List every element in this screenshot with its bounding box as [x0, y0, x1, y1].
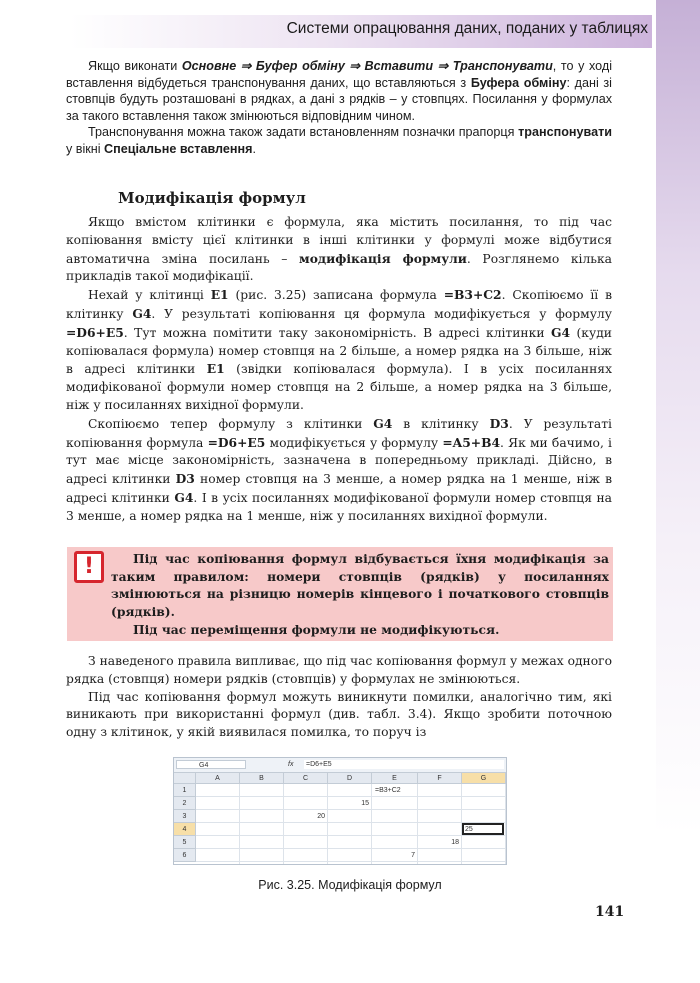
row-header-3: 3	[174, 810, 196, 823]
column-header-e: E	[372, 773, 418, 784]
after-paragraph-1: З наведеного правила випливає, що під час копіювання формул у межах одного рядка (стовпця) номери рядків (стовпців) у формулах не змінюються.	[66, 654, 612, 686]
name-box: G4	[176, 760, 246, 769]
warning-text	[111, 550, 609, 639]
formula-text: =D6+E5	[304, 760, 504, 769]
grid-line	[196, 861, 506, 862]
figure-caption: Рис. 3.25. Модифікація формул	[258, 878, 442, 892]
section-text	[66, 214, 612, 526]
warning-note: Під час переміщення формули не модифікуються.	[133, 621, 500, 637]
grid-line	[196, 848, 506, 849]
grid-line	[196, 822, 506, 823]
intro-paragraph-1: Якщо виконати Основне ⇒ Буфер обміну ⇒ Вставити ⇒ Транспонувати, то у ході вставлення відбудеться транспонування даних, що вставляються з Буфера обміну: дані зі стовпців будуть розташовані в рядках, а дані з рядків – у стовпцях. Посилання у формулах за такого вставлення також змінюються відповідним чином.	[66, 59, 613, 123]
fx-icon: fx	[288, 761, 294, 768]
page-number: 141	[595, 904, 625, 920]
row-header-6: 6	[174, 849, 196, 862]
row-header-5: 5	[174, 836, 196, 849]
side-decoration-bar	[656, 0, 700, 983]
grid-line	[196, 835, 506, 836]
row-header-2: 2	[174, 797, 196, 810]
column-header-b: B	[240, 773, 284, 784]
section-heading: Модифікація формул	[118, 189, 306, 207]
cell-f5: 18	[451, 839, 459, 846]
corner-header	[174, 773, 196, 784]
cell-d2: 15	[361, 800, 369, 807]
formula-bar	[174, 758, 506, 773]
section-paragraph-2: Нехай у клітинці E1 (рис. 3.25) записана формула =B3+C2. Скопіюємо її в клітинку G4. У результаті копіювання ця формула модифікується у формулу =D6+E5. Тут можна помітити таку закономірність. В адресі клітинки G4 (куди копіювалася формула) номер стовпця на 2 більше, а номер рядка на 3 більше, ніж в адресі клітинки E1 (звідки копіювалася формула). І в усіх посиланнях модифікованої формули номер стовпця на 2 більше, а номер рядка на 3 більше, ніж у посиланнях вихідної формули.	[66, 287, 613, 412]
row-header-4: 4	[174, 823, 196, 836]
exclamation-icon: !	[74, 551, 104, 583]
column-header-c: C	[284, 773, 328, 784]
section-paragraph-3: Скопіюємо тепер формулу з клітинки G4 в клітинку D3. У результаті копіювання формула =D6+E5 модифікується у формулу =A5+B4. Як ми бачимо, і тут має місце закономірність, зазначена в попередньому прикладі. Дійсно, в адресі клітинки D3 номер стовпця на 3 менше, а номер рядка на 1 менше, ніж в адресі клітинки G4. І в усіх посиланнях модифікованої формули номер стовпця на 3 менше, а номер рядка на 1 менше, ніж у посиланнях вихідної формули.	[66, 415, 612, 523]
column-header-a: A	[196, 773, 240, 784]
column-header-f: F	[418, 773, 462, 784]
after-paragraph-2: Під час копіювання формул можуть виникнути помилки, аналогічно тим, які виникають при використанні формул (див. табл. 3.4). Якщо зробити поточною одну з клітинок, у якій виявилася помилка, то поруч із	[66, 689, 612, 740]
row-header-1: 1	[174, 784, 196, 797]
section-paragraph-1: Якщо вмістом клітинки є формула, яка містить посилання, то під час копіювання вмісту цієї клітинки в інші клітинки у формулі може відбутися автоматична зміна посилань – модифікація формули. Розглянемо кілька прикладів такої модифікації.	[66, 215, 613, 284]
cell-g4: 25	[465, 826, 473, 833]
intro-paragraph-2: Транспонування можна також задати встановленням позначки прапорця транспонувати у вікні Спеціальне вставлення.	[66, 125, 612, 156]
column-header-g: G	[462, 773, 506, 784]
spreadsheet-figure	[173, 757, 507, 865]
cell-c3: 20	[317, 813, 325, 820]
warning-rule: Під час копіювання формул відбувається їхня модифікація за таким правилом: номери стовпців (рядків) у посиланнях змінюються на різницю номерів кінцевого і початкового стовпців (рядків).	[111, 551, 609, 620]
running-header: Системи опрацювання даних, поданих у таблицях	[286, 20, 648, 37]
cell-e1: =B3+C2	[375, 787, 401, 794]
after-text	[66, 653, 612, 742]
column-header-d: D	[328, 773, 372, 784]
cell-e6: 7	[411, 852, 415, 859]
intro-text	[66, 58, 612, 157]
